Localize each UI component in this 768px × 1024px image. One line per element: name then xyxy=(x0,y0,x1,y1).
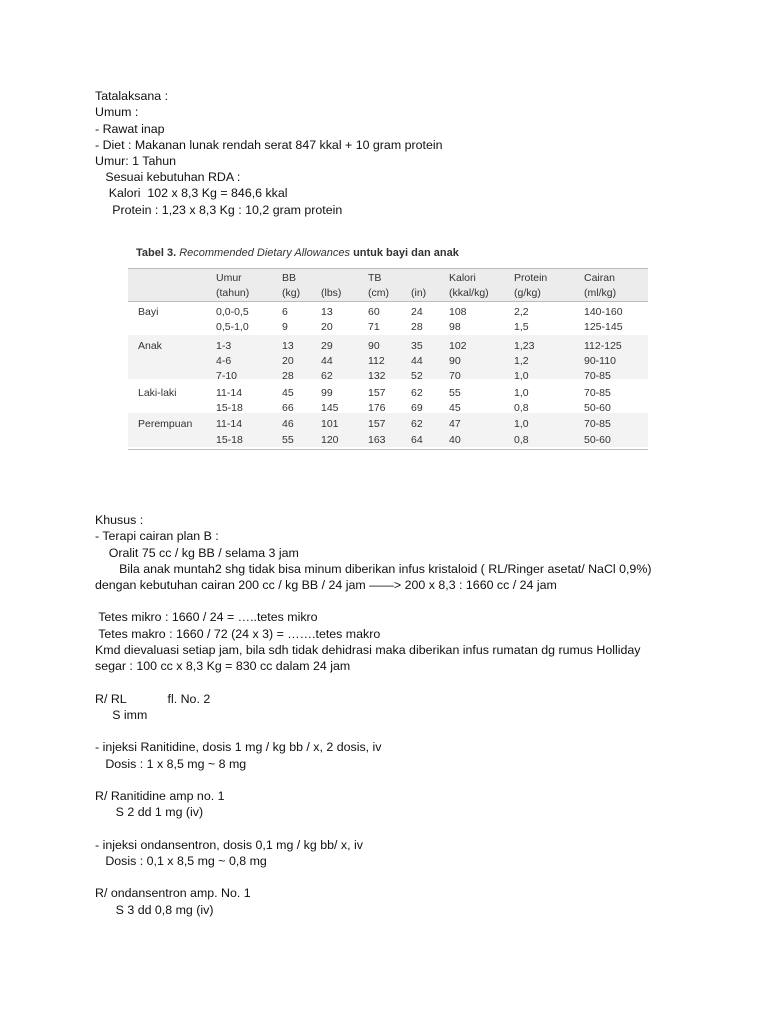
table-cell: 44 xyxy=(321,355,333,367)
table-cell: 7-10 xyxy=(216,370,238,382)
table-cell: 1,0 xyxy=(514,370,529,382)
header-cell: (in) xyxy=(411,287,427,299)
table-cell: 29 xyxy=(321,340,333,352)
table-cell: 71 xyxy=(368,321,380,333)
header-cell: Umur xyxy=(216,272,242,284)
table-cell: 28 xyxy=(411,321,423,333)
table-cell: 157 xyxy=(368,387,386,399)
table-cell: 0,5-1,0 xyxy=(216,321,249,333)
table-cell: 70-85 xyxy=(584,387,611,399)
table-cell: 1,0 xyxy=(514,418,529,430)
table-group-label: Perempuan xyxy=(138,418,193,430)
rda-table xyxy=(128,244,648,454)
table-cell: 1,23 xyxy=(514,340,535,352)
table-cell: 176 xyxy=(368,402,386,414)
header-cell: (kkal/kg) xyxy=(449,287,489,299)
table-cell: 45 xyxy=(282,387,294,399)
header-cell: (kg) xyxy=(282,287,301,299)
caption-italic: Recommended Dietary Allowances xyxy=(179,247,350,259)
table-row-stripe xyxy=(128,335,648,379)
table-cell: 60 xyxy=(368,306,380,318)
table-cell: 20 xyxy=(321,321,333,333)
text-line: Tetes mikro : 1660 / 24 = …..tetes mikro xyxy=(95,610,318,624)
header-cell: TB xyxy=(368,272,382,284)
table-cell: 120 xyxy=(321,434,339,446)
table-cell: 52 xyxy=(411,370,423,382)
table-cell: 62 xyxy=(411,418,423,430)
text-line: Umum : xyxy=(95,105,139,119)
text-line: Sesuai kebutuhan RDA : xyxy=(95,170,241,184)
table-cell: 44 xyxy=(411,355,423,367)
table-cell: 98 xyxy=(449,321,461,333)
table-caption xyxy=(136,247,459,259)
header-cell: Cairan xyxy=(584,272,615,284)
table-group-label: Laki-laki xyxy=(138,387,177,399)
table-cell: 108 xyxy=(449,306,467,318)
text-line: - Terapi cairan plan B : xyxy=(95,529,219,543)
table-cell: 132 xyxy=(368,370,386,382)
text-line: R/ Ranitidine amp no. 1 xyxy=(95,789,225,803)
table-cell: 62 xyxy=(321,370,333,382)
table-cell: 15-18 xyxy=(216,434,243,446)
table-cell: 28 xyxy=(282,370,294,382)
table-cell: 55 xyxy=(449,387,461,399)
table-cell: 20 xyxy=(282,355,294,367)
header-cell: (cm) xyxy=(368,287,389,299)
table-cell: 55 xyxy=(282,434,294,446)
text-line: Khusus : xyxy=(95,513,144,527)
table-cell: 125-145 xyxy=(584,321,623,333)
table-cell: 140-160 xyxy=(584,306,623,318)
table-cell: 62 xyxy=(411,387,423,399)
text-line: segar : 100 cc x 8,3 Kg = 830 cc dalam 24 jam xyxy=(95,659,351,673)
table-cell: 47 xyxy=(449,418,461,430)
table-cell: 1,2 xyxy=(514,355,529,367)
table-cell: 1,5 xyxy=(514,321,529,333)
text-line: Protein : 1,23 x 8,3 Kg : 10,2 gram protein xyxy=(95,203,343,217)
table-cell: 90 xyxy=(368,340,380,352)
header-cell: Protein xyxy=(514,272,548,284)
text-line: Kalori 102 x 8,3 Kg = 846,6 kkal xyxy=(95,186,288,200)
table-cell: 102 xyxy=(449,340,467,352)
table-cell: 0,8 xyxy=(514,434,529,446)
table-cell: 66 xyxy=(282,402,294,414)
table-cell: 112 xyxy=(368,355,385,367)
table-bottom-rule xyxy=(128,449,648,450)
text-line: Oralit 75 cc / kg BB / selama 3 jam xyxy=(95,546,299,560)
table-cell: 0,8 xyxy=(514,402,529,414)
text-line: Umur: 1 Tahun xyxy=(95,154,177,168)
text-line: S 3 dd 0,8 mg (iv) xyxy=(95,903,214,917)
table-cell: 11-14 xyxy=(216,418,243,430)
table-cell: 13 xyxy=(282,340,294,352)
table-cell: 1-3 xyxy=(216,340,232,352)
caption-rest: untuk bayi dan anak xyxy=(353,247,459,259)
text-line: - injeksi ondansentron, dosis 0,1 mg / kg bb/ x, iv xyxy=(95,838,363,852)
table-group-label: Anak xyxy=(138,340,162,352)
text-line: - injeksi Ranitidine, dosis 1 mg / kg bb / x, 2 dosis, iv xyxy=(95,740,382,754)
table-cell: 50-60 xyxy=(584,402,611,414)
text-line: Tatalaksana : xyxy=(95,89,169,103)
text-line: Tetes makro : 1660 / 72 (24 x 3) = …….tetes makro xyxy=(95,627,381,641)
table-cell: 0,0-0,5 xyxy=(216,306,249,318)
header-cell: BB xyxy=(282,272,297,284)
table-cell: 64 xyxy=(411,434,423,446)
text-line: Bila anak muntah2 shg tidak bisa minum diberikan infus kristaloid ( RL/Ringer asetat/ NaCl 0,9%) xyxy=(95,562,652,576)
table-cell: 112-125 xyxy=(584,340,622,352)
text-line: Dosis : 0,1 x 8,5 mg ~ 0,8 mg xyxy=(95,854,267,868)
table-cell: 101 xyxy=(321,418,339,430)
table-cell: 157 xyxy=(368,418,386,430)
table-cell: 1,0 xyxy=(514,387,529,399)
table-cell: 69 xyxy=(411,402,423,414)
table-header xyxy=(128,268,648,302)
table-cell: 145 xyxy=(321,402,339,414)
text-line: Kmd dievaluasi setiap jam, bila sdh tidak dehidrasi maka diberikan infus rumatan dg rumus Holliday xyxy=(95,643,641,657)
header-cell: (g/kg) xyxy=(514,287,541,299)
text-line: dengan kebutuhan cairan 200 cc / kg BB / 24 jam ——> 200 x 8,3 : 1660 cc / 24 jam xyxy=(95,578,557,592)
table-cell: 9 xyxy=(282,321,288,333)
table-cell: 15-18 xyxy=(216,402,243,414)
table-cell: 46 xyxy=(282,418,294,430)
caption-label: Tabel 3. xyxy=(136,247,177,259)
table-cell: 40 xyxy=(449,434,461,446)
table-cell: 70-85 xyxy=(584,418,611,430)
header-cell: (lbs) xyxy=(321,287,342,299)
table-cell: 4-6 xyxy=(216,355,232,367)
table-cell: 70 xyxy=(449,370,461,382)
table-group-label: Bayi xyxy=(138,306,159,318)
header-cell: Kalori xyxy=(449,272,476,284)
table-cell: 24 xyxy=(411,306,423,318)
table-cell: 90-110 xyxy=(584,355,616,367)
header-cell: (tahun) xyxy=(216,287,250,299)
table-cell: 99 xyxy=(321,387,333,399)
text-line: - Rawat inap xyxy=(95,122,165,136)
table-cell: 90 xyxy=(449,355,461,367)
table-cell: 35 xyxy=(411,340,423,352)
header-cell: (ml/kg) xyxy=(584,287,617,299)
text-line: S 2 dd 1 mg (iv) xyxy=(95,805,204,819)
table-cell: 11-14 xyxy=(216,387,243,399)
table-cell: 70-85 xyxy=(584,370,611,382)
text-line: R/ RL fl. No. 2 xyxy=(95,692,211,706)
table-row-stripe xyxy=(128,413,648,447)
text-line: S imm xyxy=(95,708,148,722)
text-line: R/ ondansentron amp. No. 1 xyxy=(95,886,251,900)
table-cell: 2,2 xyxy=(514,306,529,318)
table-cell: 45 xyxy=(449,402,461,414)
table-cell: 163 xyxy=(368,434,386,446)
text-line: - Diet : Makanan lunak rendah serat 847 kkal + 10 gram protein xyxy=(95,138,443,152)
table-cell: 6 xyxy=(282,306,288,318)
table-cell: 13 xyxy=(321,306,333,318)
text-line: Dosis : 1 x 8,5 mg ~ 8 mg xyxy=(95,757,247,771)
table-cell: 50-60 xyxy=(584,434,611,446)
